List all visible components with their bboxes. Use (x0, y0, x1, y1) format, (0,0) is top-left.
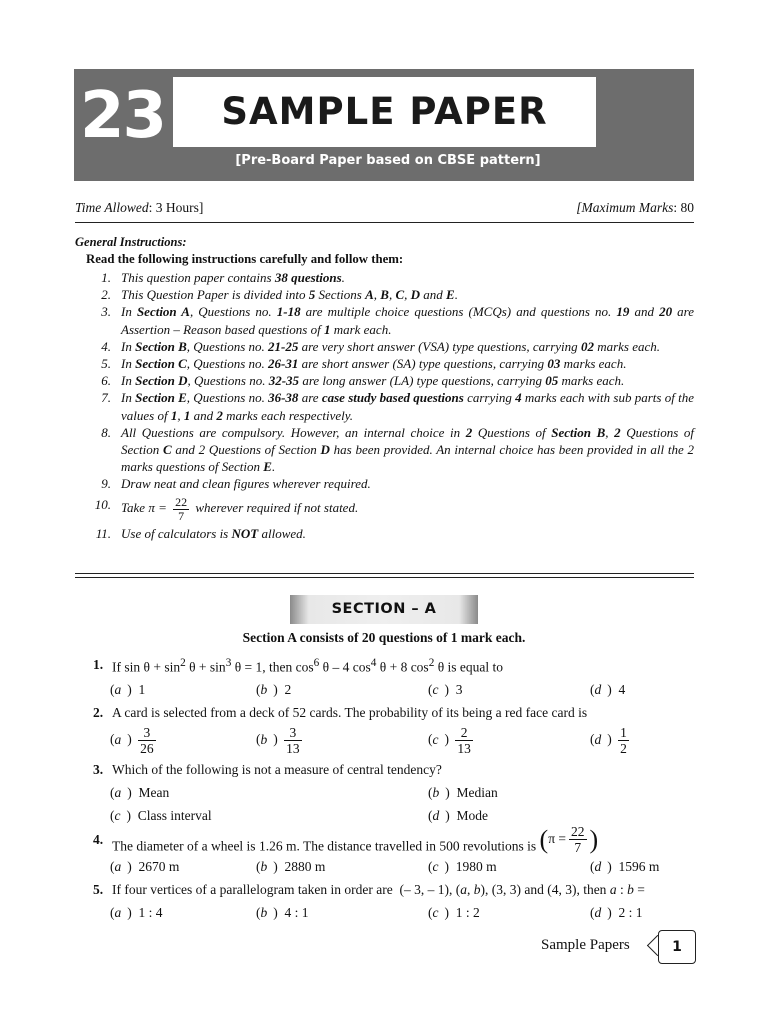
question-number: 5. (93, 882, 104, 897)
question-number: 4. (93, 832, 104, 847)
instructions-heading: General Instructions: (75, 235, 187, 249)
time-label: Time Allowed (75, 200, 149, 215)
question-text: A card is selected from a deck of 52 cards. The probability of its being a red face card is (112, 705, 588, 720)
pi-note: (π = $\frac{22}{7}$ ) (539, 824, 599, 855)
instruction-item (75, 389, 694, 423)
instruction-text: All Questions are compulsory. However, an internal choice in 2 Questions of Section B, 2 Questions of Section C and 2 Questions of Section D has been provided. An internal choice has been provided in all the 2 marks questions of Section E. (121, 424, 694, 475)
option-c: (c ) $\frac{2}{13}$ (428, 725, 471, 756)
section-a-tab (290, 595, 478, 624)
question-text: The diameter of a wheel is 1.26 m. The distance travelled in 500 revolutions is (π = $\frac{22}{7}$ ) (112, 824, 599, 855)
option-d: (d ) 2 : 1 (590, 905, 643, 920)
instruction-text: Use of calculators is NOT allowed. (121, 525, 306, 541)
divider (75, 222, 694, 223)
option-a: (a ) 2670 m (110, 859, 180, 874)
option-c: (c ) Class interval (110, 808, 212, 823)
footer-label: Sample Papers (541, 937, 630, 953)
option-a: (a ) $\frac{3}{26}$ (110, 725, 154, 756)
instruction-text: Take π = $\frac{22}{7}$ wherever required if not stated. (121, 494, 359, 523)
instruction-number: 7. (101, 390, 111, 406)
instructions-read-line: Read the following instructions carefully and follow them: (86, 252, 404, 266)
instruction-number: 6. (101, 373, 111, 389)
marks-value: : 80 (673, 200, 694, 215)
instruction-text: This question paper contains 38 questions. (121, 270, 345, 285)
paper-subtitle: [Pre-Board Paper based on CBSE pattern] (235, 153, 541, 168)
page-number: 1 (658, 930, 696, 964)
instruction-number: 11. (95, 525, 111, 541)
instruction-number: 8. (101, 424, 111, 440)
instruction-number: 1. (101, 270, 111, 285)
instruction-number: 9. (101, 476, 111, 492)
instruction-item (75, 269, 694, 286)
option-d: (d ) 4 (590, 682, 626, 697)
instruction-item (75, 525, 694, 542)
instruction-text: In Section A, Questions no. 1-18 are multiple choice questions (MCQs) and questions no. 19 and 20 are Assertion – Reason based questions of 1 mark each. (121, 304, 695, 337)
option-b: (b ) 2880 m (256, 859, 326, 874)
instruction-text: In Section E, Questions no. 36-38 are case study based questions carrying 4 marks each with sub parts of the values of 1, 1 and 2 marks each respectively. (121, 390, 694, 423)
instruction-text: In Section C, Questions no. 26-31 are short answer (SA) type questions, carrying 03 marks each. (121, 356, 627, 372)
option-a: (a ) Mean (110, 785, 170, 800)
instruction-item (75, 424, 694, 476)
option-d: (d ) $\frac{1}{2}$ (590, 725, 627, 756)
instruction-text: In Section B, Questions no. 21-25 are very short answer (VSA) type questions, carrying 02 marks each. (121, 338, 661, 354)
instruction-item (75, 338, 694, 355)
option-c: (c ) 1 : 2 (428, 905, 480, 920)
instructions-list (75, 269, 694, 542)
instruction-number: 4. (101, 338, 111, 354)
question-text: If $\sin \theta + \sin^2 \theta + \sin^3 \theta = 1$, then $\cos^6 \theta - 4$ $\cos^4 \theta + 8$ $\cos^2 \theta$ is equal to (112, 657, 504, 675)
instruction-item (75, 475, 694, 492)
instruction-number: 3. (101, 304, 111, 320)
question-number: 2. (93, 705, 104, 720)
question-number: 3. (93, 762, 104, 777)
option-c: (c ) 1980 m (428, 859, 497, 874)
instruction-item (75, 355, 694, 372)
double-divider (75, 573, 694, 578)
question-text: Which of the following is not a measure of central tendency? (112, 762, 442, 777)
instruction-item (75, 496, 694, 523)
title-banner (74, 69, 694, 181)
instruction-text: This Question Paper is divided into 5 Sections A, B, C, D and E. (121, 287, 458, 303)
option-d: (d ) 1596 m (590, 859, 660, 874)
option-b: (b ) 4 : 1 (256, 905, 309, 920)
maximum-marks (576, 200, 694, 216)
time-allowed (75, 200, 203, 216)
instruction-number: 2. (101, 287, 111, 303)
instruction-item (75, 303, 694, 337)
paper-title: SAMPLE PAPER (221, 90, 548, 133)
question-number: 1. (93, 657, 104, 672)
instruction-number: 10. (94, 496, 111, 512)
instruction-number: 5. (101, 356, 111, 372)
time-value: : 3 Hours] (148, 200, 204, 215)
title-box (173, 77, 596, 147)
paper-number: 23 (80, 79, 166, 153)
marks-label: [Maximum Marks (576, 200, 674, 215)
option-a: (a ) 1 : 4 (110, 905, 163, 920)
instruction-text: Draw neat and clean figures wherever required. (121, 476, 371, 492)
section-tab-label: SECTION – A (331, 601, 437, 617)
option-b: (b ) Median (428, 785, 498, 800)
instruction-item (75, 372, 694, 389)
option-b: (b ) 2 (256, 682, 292, 697)
option-b: (b ) $\frac{3}{13}$ (256, 725, 300, 756)
section-description: Section A consists of 20 questions of 1 mark each. (242, 630, 526, 645)
option-c: (c ) 3 (428, 682, 463, 697)
option-a: (a ) 1 (110, 682, 146, 697)
instruction-item (75, 286, 694, 303)
instruction-text: In Section D, Questions no. 32-35 are long answer (LA) type questions, carrying 05 marks each. (121, 373, 625, 389)
question-text: If four vertices of a parallelogram taken in order are (– 3, – 1), (a, b), (3, 3) and (4, 3), then a : b = (112, 882, 645, 897)
option-d: (d ) Mode (428, 808, 488, 823)
